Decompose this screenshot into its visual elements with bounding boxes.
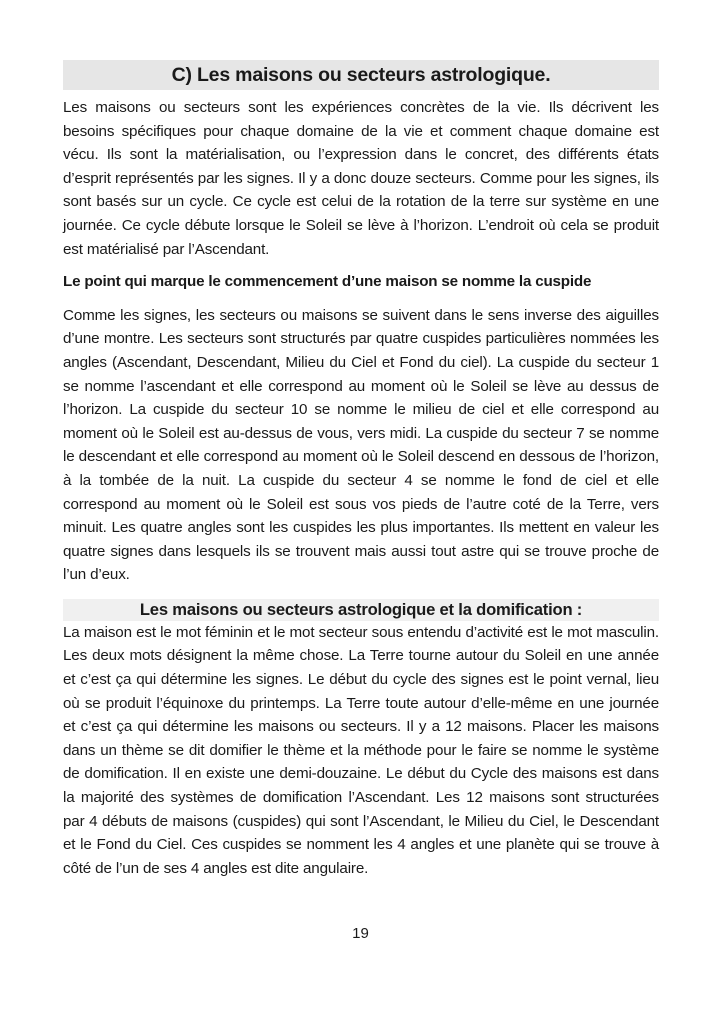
page-number: 19 [352,925,369,942]
subsection-title: Les maisons ou secteurs astrologique et la domification : [63,599,659,621]
paragraph-intro: Les maisons ou secteurs sont les expériences concrètes de la vie. Ils décrivent les besoins spécifiques pour chaque domaine de la vie et comment chaque domaine est vécu. Ils sont la matérialisation, ou l’expression dans le concret, des différents états d’esprit représentés par les signes. Il y a donc douze secteurs. Comme pour les signes, ils sont basés sur un cycle. Ce cycle est celui de la rotation de la terre sur système en une journée. Ce cycle débute lorsque le Soleil se lève à l’horizon. L’endroit où cela se produit est matérialisé par l’Ascendant. [63,99,659,258]
section-title: C) Les maisons ou secteurs astrologique. [63,60,659,90]
paragraph-cuspides: Comme les signes, les secteurs ou maisons se suivent dans le sens inverse des aiguilles d’une montre. Les secteurs sont structurés par quatre cuspides particulières nommées les angles (Ascendant, Descendant, Milieu du Ciel et Fond du ciel). La cuspide du secteur 1 se nomme l’ascendant et elle correspond au moment où le Soleil se lève au dessus de l’horizon. La cuspide du secteur 10 se nomme le milieu de ciel et elle correspond au moment où le Soleil est au-dessus de vous, vers midi. La cuspide du secteur 7 se nomme le descendant et elle correspond au moment où le Soleil descend en dessous de l’horizon, à la tombée de la nuit. La cuspide du secteur 4 se nomme le fond de ciel et elle correspond au moment où le Soleil est sous vos pieds de l’autre coté de la Terre, vers minuit. Les quatre angles sont les cuspides les plus importantes. Ils mettent en valeur les quatre signes dans lesquels ils se trouvent mais aussi tout astre qui se trouve proche de l’un d’eux. [63,306,659,584]
bold-statement: Le point qui marque le commencement d’une maison se nomme la cuspide [63,273,592,291]
paragraph-domification: La maison est le mot féminin et le mot secteur sous entendu d’activité est le mot masculin. Les deux mots désignent la même chose. La Terre tourne autour du Soleil en une année et c’est ça qui détermine les signes. Le début du cycle des signes est le point vernal, lieu où se produit l’équinoxe du printemps. La Terre toute autour d’elle-même en une journée et c’est ça qui détermine les maisons ou secteurs. Il y a 12 maisons. Placer les maisons dans un thème se dit domifier le thème et la méthode pour le faire se nomme le système de domification. Il en existe une demi-douzaine. Le début du Cycle des maisons est dans la majorité des systèmes de domification l’Ascendant. Les 12 maisons sont structurées par 4 débuts de maisons (cuspides) qui sont l’Ascendant, le Milieu du Ciel, le Descendant et le Fond du Ciel. Ces cuspides se nomment les 4 angles et une planète qui se trouve à côté de l’un de ses 4 angles est dite angulaire. [63,623,659,877]
document-page [63,60,659,880]
